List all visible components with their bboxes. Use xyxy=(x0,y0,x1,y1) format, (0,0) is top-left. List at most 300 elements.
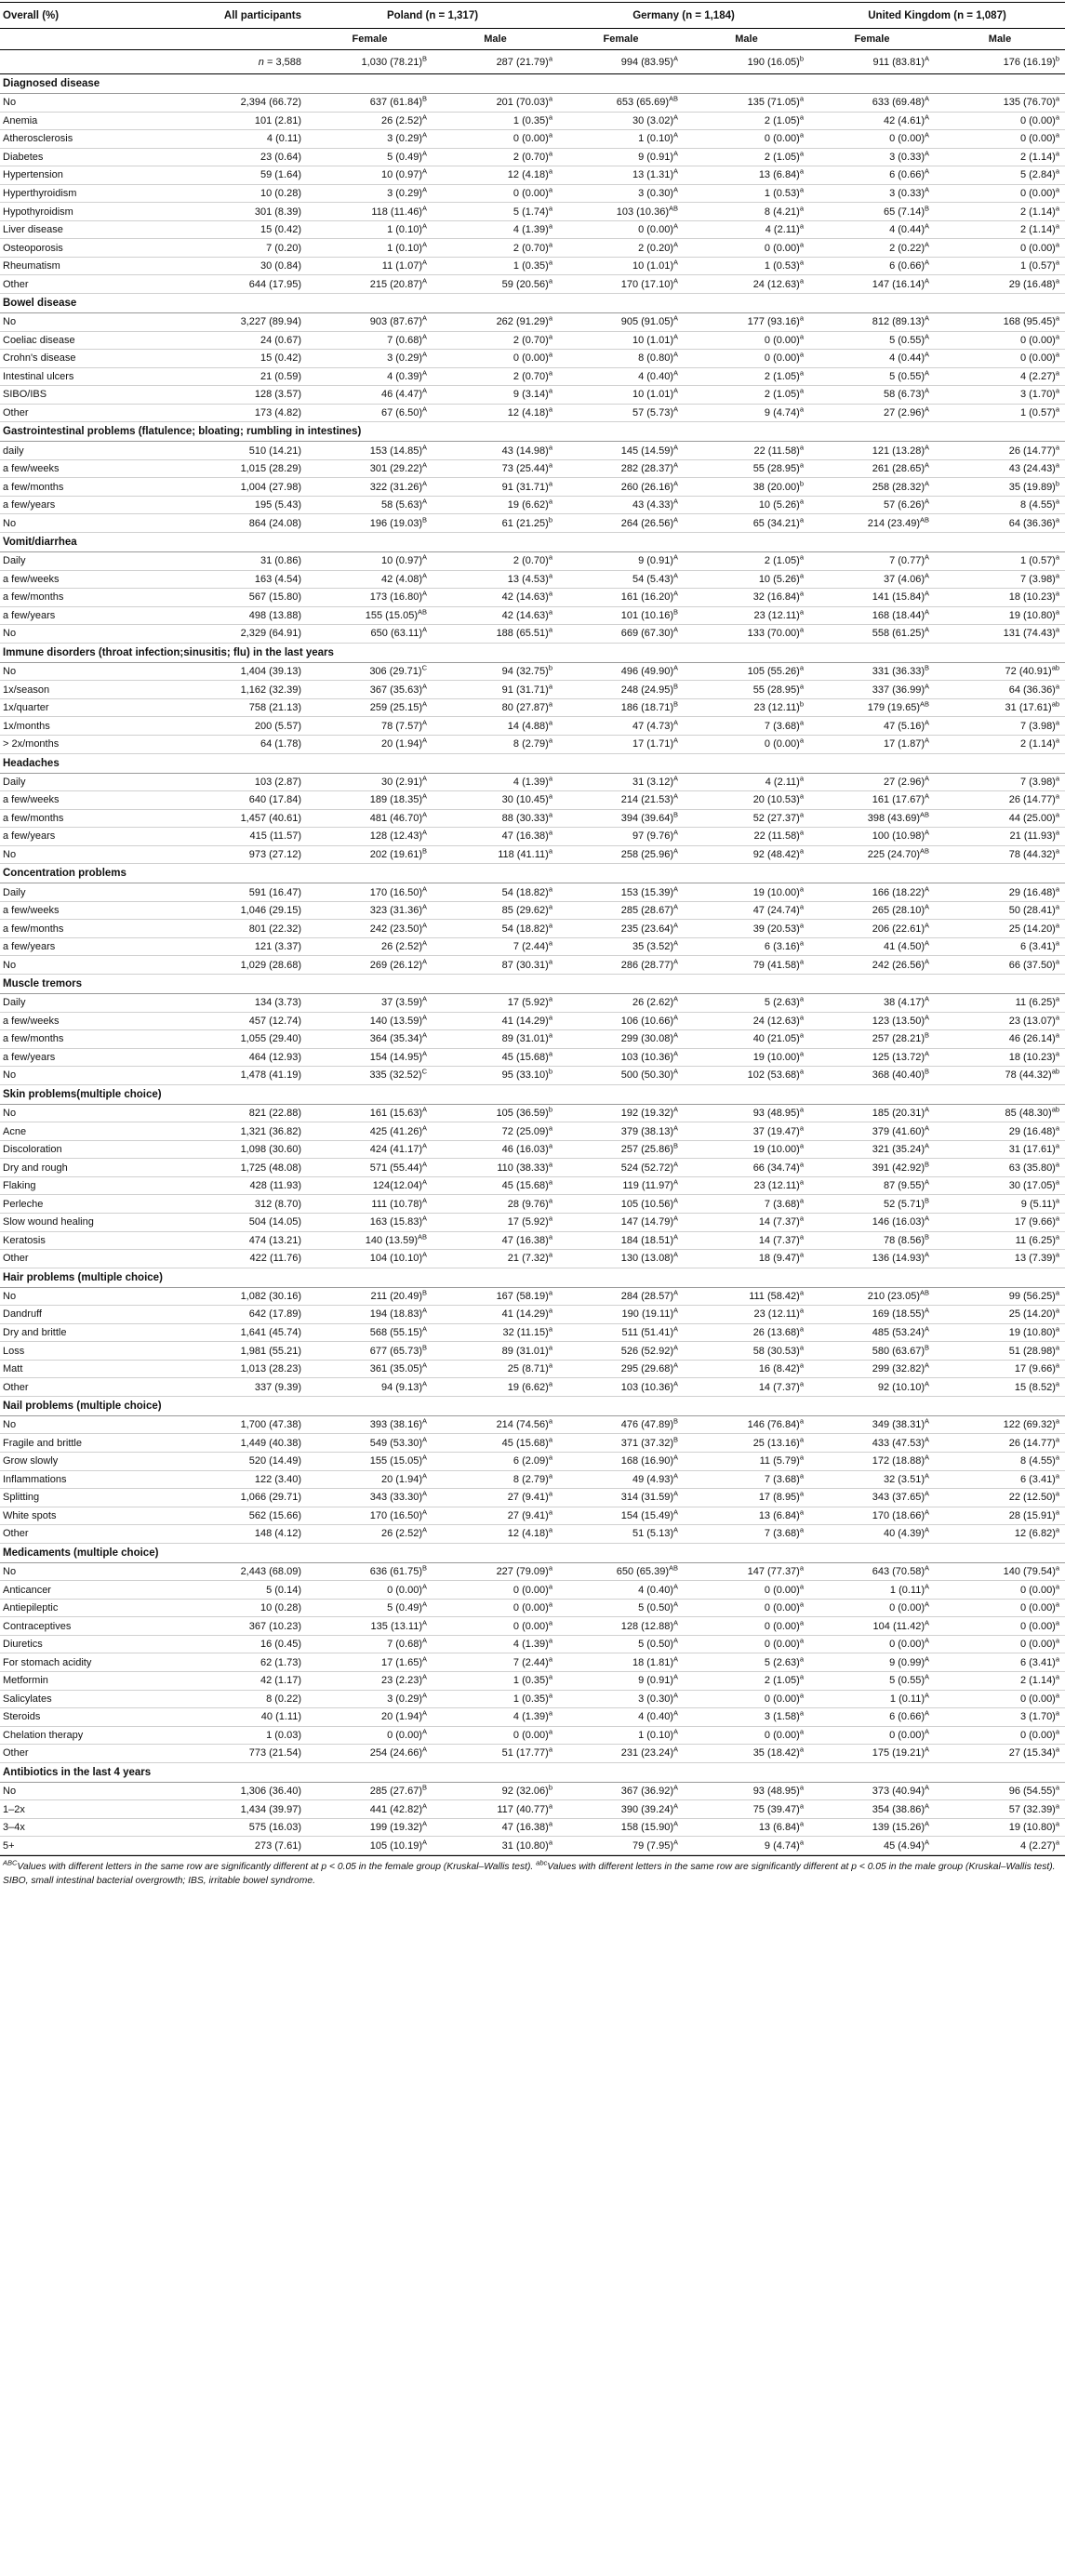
value-cell: 4 (1.39)a xyxy=(433,1708,558,1727)
value-cell: 1 $(0.10)^A$ xyxy=(558,130,684,149)
value-cell: 27 $(9.41)^a$ xyxy=(433,1507,558,1525)
section-title: Muscle tremors xyxy=(0,974,1065,993)
value-cell: 640 (17.84) xyxy=(181,791,307,810)
value-cell: 130 $(13.08)^A$ xyxy=(558,1250,684,1268)
row-label: Intestinal ulcers xyxy=(0,367,181,386)
value-cell: 117 (40.77)a xyxy=(433,1800,558,1819)
value-cell: 64 $(36.36)^a$ xyxy=(935,514,1065,533)
section-header-row xyxy=(0,1084,1065,1104)
value-cell: 575 (16.03) xyxy=(181,1818,307,1837)
value-cell: 1,162 (32.39) xyxy=(181,681,307,699)
value-cell: 32 $(3.51)^A$ xyxy=(809,1470,935,1489)
value-cell: 7 $(2.44)^a$ xyxy=(433,1653,558,1672)
value-cell: 379 $(41.60)^A$ xyxy=(809,1122,935,1141)
value-cell: 78 $(44.32)^{ab}$ xyxy=(935,1067,1065,1085)
female-header: Female xyxy=(558,29,684,50)
section-header-row xyxy=(0,294,1065,313)
value-cell: 1,434 (39.97) xyxy=(181,1800,307,1819)
table-row xyxy=(0,1067,1065,1085)
value-cell: 167 $(58.19)^a$ xyxy=(433,1287,558,1306)
value-cell: 45 $(15.68)^a$ xyxy=(433,1048,558,1067)
value-cell: 371 $(37.32)^B$ xyxy=(558,1434,684,1453)
value-cell: 9 $(0.91)^A$ xyxy=(558,1672,684,1691)
row-label xyxy=(0,50,181,74)
sample-size-cell: 1,030 $(78.21)^B$ xyxy=(307,50,433,74)
footnote-sup-lower: abc xyxy=(536,1858,548,1867)
value-cell: 549 $(53.30)^A$ xyxy=(307,1434,433,1453)
value-cell: 14 $(4.88)^a$ xyxy=(433,717,558,736)
value-cell: 0 $(0.00)^A$ xyxy=(558,220,684,239)
value-cell: 135 $(76.70)^a$ xyxy=(935,94,1065,113)
value-cell: 476 $(47.89)^B$ xyxy=(558,1415,684,1434)
value-cell: 173 $(16.80)^A$ xyxy=(307,589,433,607)
value-cell: 650 $(63.11)^A$ xyxy=(307,625,433,644)
value-cell: 42 $(14.63)^a$ xyxy=(433,589,558,607)
value-cell: 166 $(18.22)^A$ xyxy=(809,883,935,902)
table-row xyxy=(0,496,1065,514)
value-cell: 1 $(0.53)^a$ xyxy=(684,257,809,275)
value-cell: 231 (23.24)A xyxy=(558,1745,684,1763)
value-cell: 0 (0.00)A xyxy=(809,1726,935,1745)
value-cell: 168 $(95.45)^a$ xyxy=(935,313,1065,332)
value-cell: 758 (21.13) xyxy=(181,698,307,717)
value-cell: 24 $(12.63)^a$ xyxy=(684,1012,809,1030)
value-cell: 4 $(0.40)^A$ xyxy=(558,367,684,386)
value-cell: 3 (1.58)a xyxy=(684,1708,809,1727)
value-cell: 13 $(4.53)^a$ xyxy=(433,570,558,589)
value-cell: 2 $(1.05)^a$ xyxy=(684,148,809,166)
value-cell: 8 $(2.79)^a$ xyxy=(433,735,558,753)
value-cell: 25 $(8.71)^a$ xyxy=(433,1360,558,1378)
value-cell: 32 $(11.15)^a$ xyxy=(433,1323,558,1342)
value-cell: 161 $(15.63)^A$ xyxy=(307,1104,433,1122)
value-cell: 257 $(28.21)^B$ xyxy=(809,1030,935,1049)
value-cell: 38 $(20.00)^b$ xyxy=(684,478,809,497)
value-cell: 87 $(30.31)^a$ xyxy=(433,956,558,975)
value-cell: 214 $(23.49)^{AB}$ xyxy=(809,514,935,533)
table-row xyxy=(0,1599,1065,1617)
table-row xyxy=(0,1745,1065,1763)
section-title: Bowel disease xyxy=(0,294,1065,313)
value-cell: 2 $(1.14)^a$ xyxy=(935,203,1065,221)
table-row xyxy=(0,1453,1065,1471)
value-cell: 1,321 (36.82) xyxy=(181,1122,307,1141)
value-cell: 19 $(10.80)^a$ xyxy=(935,606,1065,625)
value-cell: 7 $(3.68)^a$ xyxy=(684,1195,809,1214)
value-cell: 0 $(0.00)^a$ xyxy=(684,130,809,149)
section-title: Medicaments (multiple choice) xyxy=(0,1543,1065,1562)
value-cell: 260 $(26.16)^A$ xyxy=(558,478,684,497)
value-cell: 93 (48.95)a xyxy=(684,1782,809,1800)
value-cell: 1 $(0.11)^A$ xyxy=(809,1581,935,1600)
value-cell: 148 (4.12) xyxy=(181,1525,307,1544)
table-row xyxy=(0,1782,1065,1800)
value-cell: 314 $(31.59)^A$ xyxy=(558,1489,684,1507)
value-cell: 254 (24.66)A xyxy=(307,1745,433,1763)
value-cell: 677 $(65.73)^B$ xyxy=(307,1342,433,1361)
value-cell: 29 $(16.48)^a$ xyxy=(935,1122,1065,1141)
footnote-text-female: Values with different letters in the same row are significantly different at p < 0.05 in the female group (Kruskal–Wallis test). xyxy=(17,1861,537,1872)
value-cell: 1 (0.10)A xyxy=(558,1726,684,1745)
value-cell: 9 (4.74)a xyxy=(684,1837,809,1855)
row-label: No xyxy=(0,625,181,644)
female-header: Female xyxy=(809,29,935,50)
row-label: Daily xyxy=(0,883,181,902)
value-cell: 51 (17.77)a xyxy=(433,1745,558,1763)
value-cell: 118 $(11.46)^A$ xyxy=(307,203,433,221)
value-cell: 170 $(16.50)^A$ xyxy=(307,1507,433,1525)
value-cell: 7 $(2.44)^a$ xyxy=(433,937,558,956)
row-label: daily xyxy=(0,442,181,460)
value-cell: 337 (9.39) xyxy=(181,1378,307,1397)
value-cell: 24 (0.67) xyxy=(181,331,307,350)
value-cell: 273 (7.61) xyxy=(181,1837,307,1855)
value-cell: 1 $(0.35)^a$ xyxy=(433,1672,558,1691)
value-cell: 7 $(3.68)^a$ xyxy=(684,717,809,736)
value-cell: 1,098 (30.60) xyxy=(181,1140,307,1159)
value-cell: 5 $(2.63)^a$ xyxy=(684,993,809,1012)
value-cell: 17 $(5.92)^a$ xyxy=(433,1213,558,1231)
table-row xyxy=(0,148,1065,166)
value-cell: 367 $(35.63)^A$ xyxy=(307,681,433,699)
value-cell: 89 $(31.01)^a$ xyxy=(433,1030,558,1049)
value-cell: 282 $(28.37)^A$ xyxy=(558,459,684,478)
table-row xyxy=(0,257,1065,275)
value-cell: 7 $(0.68)^A$ xyxy=(307,331,433,350)
country-name: Germany xyxy=(632,9,680,21)
value-cell: 58 $(6.73)^A$ xyxy=(809,386,935,405)
row-label: Hypertension xyxy=(0,166,181,185)
value-cell: 105 $(10.56)^A$ xyxy=(558,1195,684,1214)
value-cell: 10 $(5.26)^a$ xyxy=(684,496,809,514)
row-label: No xyxy=(0,1562,181,1581)
value-cell: 17 $(9.66)^a$ xyxy=(935,1360,1065,1378)
table-row xyxy=(0,1690,1065,1708)
value-cell: 79 $(41.58)^a$ xyxy=(684,956,809,975)
value-cell: 194 $(18.83)^A$ xyxy=(307,1306,433,1324)
row-label: Other xyxy=(0,1378,181,1397)
value-cell: 135 $(71.05)^a$ xyxy=(684,94,809,113)
value-cell: 0 $(0.00)^a$ xyxy=(935,1690,1065,1708)
section-title: Hair problems (multiple choice) xyxy=(0,1268,1065,1287)
row-label: 1–2x xyxy=(0,1800,181,1819)
value-cell: 20 $(10.53)^a$ xyxy=(684,791,809,810)
value-cell: 40 $(4.39)^A$ xyxy=(809,1525,935,1544)
value-cell: 261 $(28.65)^A$ xyxy=(809,459,935,478)
value-cell: 0 $(0.00)^a$ xyxy=(684,331,809,350)
value-cell: 13 (6.84)a xyxy=(684,1818,809,1837)
value-cell: 441 (42.82)A xyxy=(307,1800,433,1819)
value-cell: 104 $(10.10)^A$ xyxy=(307,1250,433,1268)
value-cell: 214 $(74.56)^a$ xyxy=(433,1415,558,1434)
country-name: Poland xyxy=(386,9,423,21)
value-cell: 20 (1.94)A xyxy=(307,1708,433,1727)
table-row xyxy=(0,681,1065,699)
value-cell: 0 $(0.00)^a$ xyxy=(433,184,558,203)
value-cell: 9 $(3.14)^a$ xyxy=(433,386,558,405)
table-row xyxy=(0,275,1065,294)
value-cell: 11 $(6.25)^a$ xyxy=(935,993,1065,1012)
value-cell: 96 (54.55)a xyxy=(935,1782,1065,1800)
value-cell: 0 $(0.00)^a$ xyxy=(684,1599,809,1617)
table-row xyxy=(0,1048,1065,1067)
row-label: 1x/months xyxy=(0,717,181,736)
row-label: > 2x/months xyxy=(0,735,181,753)
value-cell: 179 $(19.65)^{AB}$ xyxy=(809,698,935,717)
value-cell: 184 $(18.51)^A$ xyxy=(558,1231,684,1250)
value-cell: 8 $(4.55)^a$ xyxy=(935,1453,1065,1471)
value-cell: 30 $(3.02)^A$ xyxy=(558,112,684,130)
value-cell: 59 $(20.56)^a$ xyxy=(433,275,558,294)
value-cell: 0 (0.00)a xyxy=(684,1726,809,1745)
row-label: a few/weeks xyxy=(0,791,181,810)
table-footnote xyxy=(0,1855,1065,1888)
value-cell: 379 $(38.13)^A$ xyxy=(558,1122,684,1141)
value-cell: 141 $(15.84)^A$ xyxy=(809,589,935,607)
row-label: Osteoporosis xyxy=(0,239,181,258)
value-cell: 16 (0.45) xyxy=(181,1635,307,1653)
table-row xyxy=(0,845,1065,864)
table-row xyxy=(0,662,1065,681)
header-blank xyxy=(181,29,307,50)
value-cell: 29 $(16.48)^a$ xyxy=(935,883,1065,902)
table-row xyxy=(0,1342,1065,1361)
value-cell: 485 $(53.24)^A$ xyxy=(809,1323,935,1342)
table-row xyxy=(0,625,1065,644)
table-row xyxy=(0,1672,1065,1691)
row-label: Other xyxy=(0,1745,181,1763)
country-header-poland xyxy=(307,3,558,29)
table-row xyxy=(0,773,1065,791)
value-cell: 196 $(19.03)^B$ xyxy=(307,514,433,533)
value-cell: 23 $(12.11)^a$ xyxy=(684,1306,809,1324)
value-cell: 128 $(12.43)^A$ xyxy=(307,828,433,846)
value-cell: 140 $(13.59)^{AB}$ xyxy=(307,1231,433,1250)
value-cell: 6 $(0.66)^A$ xyxy=(809,257,935,275)
table-row xyxy=(0,1525,1065,1544)
value-cell: 248 $(24.95)^B$ xyxy=(558,681,684,699)
value-cell: 5 $(2.63)^a$ xyxy=(684,1653,809,1672)
value-cell: 20 $(1.94)^A$ xyxy=(307,735,433,753)
value-cell: 65 $(34.21)^a$ xyxy=(684,514,809,533)
value-cell: 28 $(9.76)^a$ xyxy=(433,1195,558,1214)
value-cell: 642 (17.89) xyxy=(181,1306,307,1324)
value-cell: 134 (3.73) xyxy=(181,993,307,1012)
footnote-sup-upper: ABC xyxy=(3,1858,18,1867)
value-cell: 44 $(25.00)^a$ xyxy=(935,809,1065,828)
value-cell: 6 $(3.41)^a$ xyxy=(935,1470,1065,1489)
value-cell: 567 (15.80) xyxy=(181,589,307,607)
value-cell: 55 $(28.95)^a$ xyxy=(684,459,809,478)
value-cell: 110 $(38.33)^a$ xyxy=(433,1159,558,1177)
value-cell: 3 $(0.30)^A$ xyxy=(558,1690,684,1708)
row-label: No xyxy=(0,845,181,864)
value-cell: 10 $(0.97)^A$ xyxy=(307,552,433,571)
value-cell: 78 $(44.32)^a$ xyxy=(935,845,1065,864)
value-cell: 2 $(0.22)^A$ xyxy=(809,239,935,258)
table-row xyxy=(0,937,1065,956)
value-cell: 101 (2.81) xyxy=(181,112,307,130)
value-cell: 2 $(1.05)^a$ xyxy=(684,552,809,571)
value-cell: 0 $(0.00)^A$ xyxy=(809,1599,935,1617)
value-cell: 111 $(58.42)^a$ xyxy=(684,1287,809,1306)
row-label: Diuretics xyxy=(0,1635,181,1653)
value-cell: 73 $(25.44)^a$ xyxy=(433,459,558,478)
value-cell: 1,725 (48.08) xyxy=(181,1159,307,1177)
value-cell: 264 $(26.56)^A$ xyxy=(558,514,684,533)
row-label: No xyxy=(0,1067,181,1085)
value-cell: 2 $(1.14)^a$ xyxy=(935,220,1065,239)
value-cell: 4 $(0.44)^A$ xyxy=(809,220,935,239)
table-row xyxy=(0,404,1065,422)
value-cell: 23 $(12.11)^b$ xyxy=(684,698,809,717)
value-cell: 821 (22.88) xyxy=(181,1104,307,1122)
value-cell: 2 $(1.05)^a$ xyxy=(684,367,809,386)
country-n: (n = 1,317) xyxy=(425,9,479,21)
value-cell: 23 (0.64) xyxy=(181,148,307,166)
value-cell: 1,700 (47.38) xyxy=(181,1415,307,1434)
row-label: Other xyxy=(0,1250,181,1268)
value-cell: 45 (4.94)A xyxy=(809,1837,935,1855)
value-cell: 1 $(0.35)^a$ xyxy=(433,112,558,130)
row-label: a few/years xyxy=(0,496,181,514)
table-row xyxy=(0,717,1065,736)
value-cell: 11 $(1.07)^A$ xyxy=(307,257,433,275)
value-cell: 1 $(0.35)^a$ xyxy=(433,257,558,275)
value-cell: 23 $(12.11)^a$ xyxy=(684,1176,809,1195)
value-cell: 225 $(24.70)^{AB}$ xyxy=(809,845,935,864)
value-cell: 14 $(7.37)^a$ xyxy=(684,1378,809,1397)
value-cell: 5 $(0.55)^A$ xyxy=(809,1672,935,1691)
value-cell: 31 $(17.61)^{ab}$ xyxy=(935,698,1065,717)
section-header-row xyxy=(0,422,1065,442)
table-header xyxy=(0,3,1065,50)
table-row xyxy=(0,166,1065,185)
value-cell: 26 $(14.77)^a$ xyxy=(935,442,1065,460)
value-cell: 19 $(10.00)^a$ xyxy=(684,883,809,902)
row-label: Other xyxy=(0,1525,181,1544)
row-label: Keratosis xyxy=(0,1231,181,1250)
value-cell: 644 (17.95) xyxy=(181,275,307,294)
value-cell: 43 $(24.43)^a$ xyxy=(935,459,1065,478)
value-cell: 285 $(28.67)^A$ xyxy=(558,901,684,920)
row-label: Metformin xyxy=(0,1672,181,1691)
value-cell: 89 $(31.01)^a$ xyxy=(433,1342,558,1361)
value-cell: 128 (3.57) xyxy=(181,386,307,405)
value-cell: 6 (0.66)A xyxy=(809,1708,935,1727)
row-label: 1x/quarter xyxy=(0,698,181,717)
value-cell: 168 $(16.90)^A$ xyxy=(558,1453,684,1471)
value-cell: 63 $(35.80)^a$ xyxy=(935,1159,1065,1177)
row-label: 5+ xyxy=(0,1837,181,1855)
value-cell: 61 $(21.25)^b$ xyxy=(433,514,558,533)
row-label: a few/months xyxy=(0,478,181,497)
value-cell: 170 $(18.66)^A$ xyxy=(809,1507,935,1525)
value-cell: 102 $(53.68)^a$ xyxy=(684,1067,809,1085)
value-cell: 26 $(2.62)^A$ xyxy=(558,993,684,1012)
value-cell: 9 $(0.99)^A$ xyxy=(809,1653,935,1672)
value-cell: 12 $(6.82)^a$ xyxy=(935,1525,1065,1544)
row-label: Dandruff xyxy=(0,1306,181,1324)
value-cell: 101 $(10.16)^B$ xyxy=(558,606,684,625)
value-cell: 227 $(79.09)^a$ xyxy=(433,1562,558,1581)
row-label: a few/years xyxy=(0,606,181,625)
row-label: No xyxy=(0,1415,181,1434)
table-row xyxy=(0,239,1065,258)
value-cell: 59 (1.64) xyxy=(181,166,307,185)
table-row xyxy=(0,1708,1065,1727)
value-cell: 17 $(5.92)^a$ xyxy=(433,993,558,1012)
row-label: No xyxy=(0,1104,181,1122)
value-cell: 58 $(5.63)^A$ xyxy=(307,496,433,514)
value-cell: 45 $(15.68)^a$ xyxy=(433,1176,558,1195)
row-label: Atherosclerosis xyxy=(0,130,181,149)
table-row xyxy=(0,1837,1065,1855)
value-cell: 23 $(12.11)^a$ xyxy=(684,606,809,625)
value-cell: 10 (0.28) xyxy=(181,184,307,203)
value-cell: 337 $(36.99)^A$ xyxy=(809,681,935,699)
value-cell: 131 $(74.43)^a$ xyxy=(935,625,1065,644)
value-cell: 94 $(9.13)^A$ xyxy=(307,1378,433,1397)
value-cell: 2 $(1.05)^a$ xyxy=(684,112,809,130)
value-cell: 2 $(0.20)^A$ xyxy=(558,239,684,258)
value-cell: 367 (10.23) xyxy=(181,1617,307,1636)
value-cell: 457 (12.74) xyxy=(181,1012,307,1030)
value-cell: 17 $(9.66)^a$ xyxy=(935,1213,1065,1231)
value-cell: 40 (1.11) xyxy=(181,1708,307,1727)
country-header-germany xyxy=(558,3,809,29)
value-cell: 168 $(18.44)^A$ xyxy=(809,606,935,625)
value-cell: 8 (0.22) xyxy=(181,1690,307,1708)
value-cell: 52 $(27.37)^a$ xyxy=(684,809,809,828)
value-cell: 47 (16.38)a xyxy=(433,1818,558,1837)
table-row xyxy=(0,331,1065,350)
table-row xyxy=(0,442,1065,460)
value-cell: 23 $(13.07)^a$ xyxy=(935,1012,1065,1030)
value-cell: 19 $(6.62)^a$ xyxy=(433,496,558,514)
section-title: Immune disorders (throat infection;sinusitis; flu) in the last years xyxy=(0,643,1065,662)
value-cell: 2,329 (64.91) xyxy=(181,625,307,644)
value-cell: 4 (0.40)A xyxy=(558,1708,684,1727)
value-cell: 0 $(0.00)^a$ xyxy=(433,1599,558,1617)
value-cell: 6 $(3.41)^a$ xyxy=(935,1653,1065,1672)
value-cell: 19 $(10.00)^a$ xyxy=(684,1048,809,1067)
table-row xyxy=(0,514,1065,533)
value-cell: 118 $(41.11)^a$ xyxy=(433,845,558,864)
value-cell: 2 $(1.14)^a$ xyxy=(935,148,1065,166)
value-cell: 3 $(0.29)^A$ xyxy=(307,184,433,203)
value-cell: 17 $(8.95)^a$ xyxy=(684,1489,809,1507)
value-cell: 52 $(5.71)^B$ xyxy=(809,1195,935,1214)
value-cell: 200 (5.57) xyxy=(181,717,307,736)
value-cell: 258 $(25.96)^A$ xyxy=(558,845,684,864)
value-cell: 321 $(35.24)^A$ xyxy=(809,1140,935,1159)
value-cell: 6 $(2.09)^a$ xyxy=(433,1453,558,1471)
value-cell: 5 $(2.84)^a$ xyxy=(935,166,1065,185)
value-cell: 4 $(2.11)^a$ xyxy=(684,773,809,791)
row-label: No xyxy=(0,313,181,332)
value-cell: 801 (22.32) xyxy=(181,920,307,938)
value-cell: 18 $(9.47)^a$ xyxy=(684,1250,809,1268)
value-cell: 864 (24.08) xyxy=(181,514,307,533)
value-cell: 1,055 (29.40) xyxy=(181,1030,307,1049)
table-row xyxy=(0,1434,1065,1453)
value-cell: 235 $(23.64)^A$ xyxy=(558,920,684,938)
value-cell: 154 $(14.95)^A$ xyxy=(307,1048,433,1067)
section-header-row xyxy=(0,1268,1065,1287)
value-cell: 88 $(30.33)^a$ xyxy=(433,809,558,828)
value-cell: 42 $(4.61)^A$ xyxy=(809,112,935,130)
